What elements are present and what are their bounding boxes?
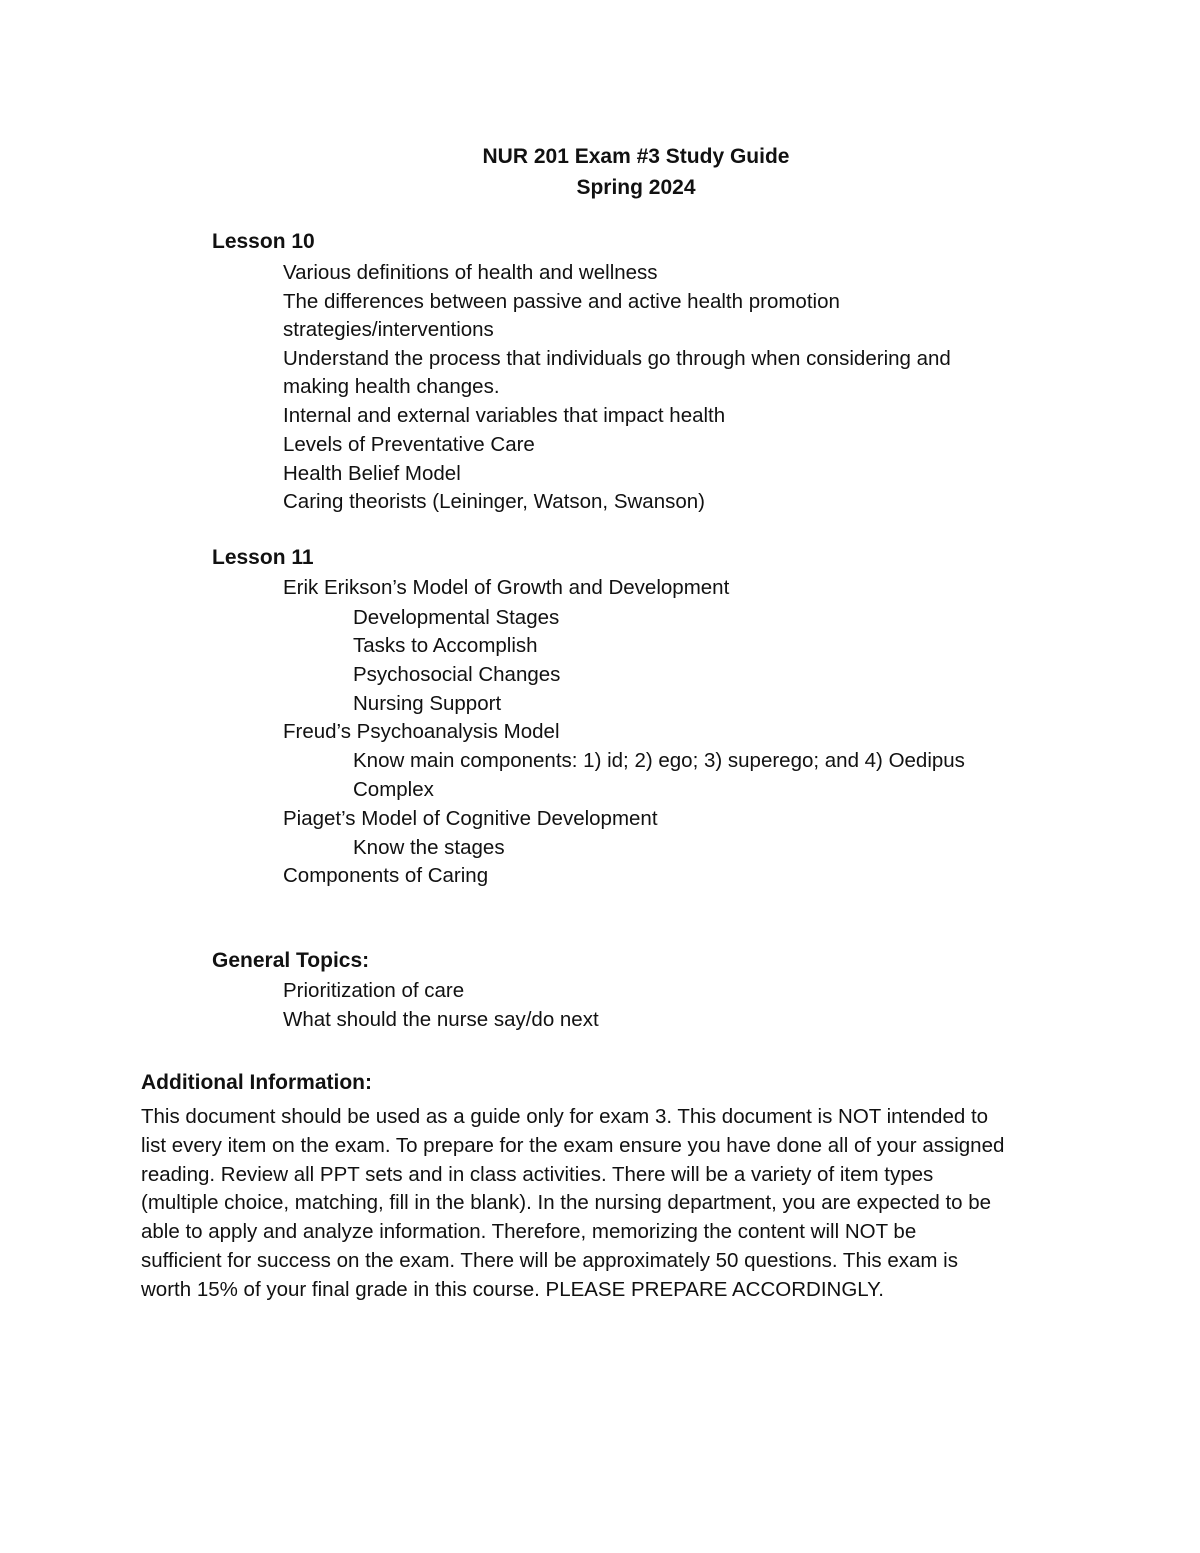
lesson-10-item: Caring theorists (Leininger, Watson, Swanson): [283, 490, 705, 513]
erikson-subitem: Developmental Stages: [353, 606, 560, 629]
paragraph-line: reading. Review all PPT sets and in class activities. There will be a variety of item types: [141, 1162, 934, 1186]
general-topic-item: What should the nurse say/do next: [283, 1008, 599, 1031]
general-topic-item: Prioritization of care: [283, 979, 465, 1002]
lesson-10-item: Understand the process that individuals go through when considering and: [283, 347, 951, 370]
lesson-10-item: The differences between passive and active health promotion: [283, 290, 840, 313]
lesson-10-item: strategies/interventions: [283, 318, 494, 341]
piaget-subitem: Know the stages: [353, 836, 505, 859]
document-title: NUR 201 Exam #3 Study Guide: [482, 145, 790, 168]
erikson-subitem: Psychosocial Changes: [353, 663, 561, 686]
title-block: [0, 141, 1200, 203]
freud-model: Freud’s Psychoanalysis Model: [283, 720, 560, 743]
piaget-model: Piaget’s Model of Cognitive Development: [283, 807, 658, 830]
lesson-10-item: Internal and external variables that impact health: [283, 404, 726, 427]
paragraph-line: This document should be used as a guide only for exam 3. This document is NOT intended to: [141, 1105, 989, 1128]
paragraph-line: sufficient for success on the exam. There will be approximately 50 questions. This exam is: [141, 1248, 958, 1272]
freud-subitem: Complex: [353, 778, 434, 801]
lesson-10-item: Various definitions of health and wellness: [283, 261, 658, 284]
lesson-10-item: Levels of Preventative Care: [283, 433, 535, 456]
components-of-caring: Components of Caring: [283, 864, 489, 887]
erikson-subitem: Nursing Support: [353, 692, 502, 715]
paragraph-line: (multiple choice, matching, fill in the blank). In the nursing department, you are expected to be: [141, 1191, 992, 1215]
lesson-10-item: making health changes.: [283, 375, 500, 398]
lesson-11-heading: Lesson 11: [212, 546, 314, 569]
freud-subitem: Know main components: 1) id; 2) ego; 3) superego; and 4) Oedipus: [353, 749, 965, 772]
general-topics-heading: General Topics:: [212, 949, 370, 972]
paragraph-line: able to apply and analyze information. Therefore, memorizing the content will NOT be: [141, 1220, 917, 1244]
lesson-10-item: Health Belief Model: [283, 462, 461, 485]
additional-info-paragraph: [141, 1103, 1071, 1305]
paragraph-line: worth 15% of your final grade in this course. PLEASE PREPARE ACCORDINGLY.: [141, 1277, 884, 1301]
document-subtitle: Spring 2024: [576, 176, 696, 199]
lesson-10-heading: Lesson 10: [212, 230, 315, 253]
paragraph-line: list every item on the exam. To prepare for the exam ensure you have done all of your assigned: [141, 1133, 1005, 1157]
additional-info-heading: Additional Information:: [141, 1071, 372, 1094]
erikson-model: Erik Erikson’s Model of Growth and Development: [283, 576, 730, 599]
erikson-subitem: Tasks to Accomplish: [353, 634, 538, 657]
